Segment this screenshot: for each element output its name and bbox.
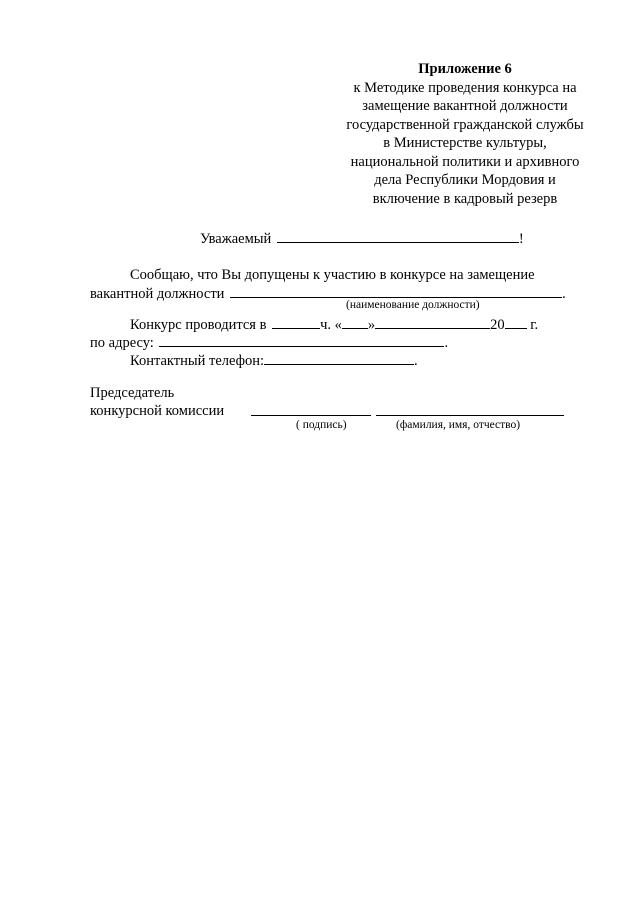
day-blank (342, 315, 368, 329)
hour-suffix: ч. « (320, 317, 342, 333)
signature-blank (251, 402, 371, 416)
address-end: . (444, 335, 449, 351)
appendix-line: дела Республики Мордовия и (374, 172, 556, 188)
year-suffix: г. (526, 317, 539, 333)
month-blank (375, 315, 490, 329)
full-name-blank (376, 402, 564, 416)
appendix-header (330, 60, 600, 208)
full-name-caption: (фамилия, имя, отчество) (396, 419, 521, 431)
vacancy-end: . (562, 286, 566, 302)
appendix-line: замещение вакантной должности (362, 98, 568, 114)
paragraph-admission: Сообщаю, что Вы допущены к участию в конкурсе на замещение (130, 267, 535, 283)
contest-time-line (130, 315, 538, 334)
address-line (90, 333, 448, 352)
vacancy-label: вакантной должности (90, 286, 225, 302)
signature-caption: ( подпись) (296, 419, 347, 431)
address-blank (159, 333, 444, 347)
century-text: 20 (490, 317, 505, 333)
appendix-title: Приложение 6 (418, 61, 512, 77)
phone-blank (264, 351, 414, 365)
appendix-line: включение в кадровый резерв (372, 190, 558, 207)
greeting-exclamation: ! (518, 231, 524, 247)
appendix-line: национальной политики и архивного (350, 153, 580, 170)
appendix-line: к Методике проведения конкурса на (353, 79, 577, 96)
appendix-line: в Министерстве культуры, (383, 135, 547, 151)
greeting-text: Уважаемый (200, 231, 272, 247)
greeting-line (200, 229, 524, 248)
phone-line (130, 351, 418, 370)
hour-blank (272, 315, 320, 329)
quote-close: » (367, 317, 376, 333)
recipient-name-blank (277, 229, 519, 243)
vacancy-line (90, 284, 566, 303)
position-name-blank (230, 284, 562, 298)
commission-title: конкурсной комиссии (90, 403, 225, 419)
contest-prefix: Конкурс проводится в (130, 317, 267, 333)
phone-label: Контактный телефон: (130, 353, 265, 369)
address-label: по адресу: (90, 335, 154, 351)
year-blank (505, 315, 527, 329)
position-caption: (наименование должности) (346, 299, 480, 311)
phone-end: . (414, 353, 418, 369)
chair-title: Председатель (90, 385, 175, 401)
appendix-line: государственной гражданской службы (346, 116, 584, 133)
